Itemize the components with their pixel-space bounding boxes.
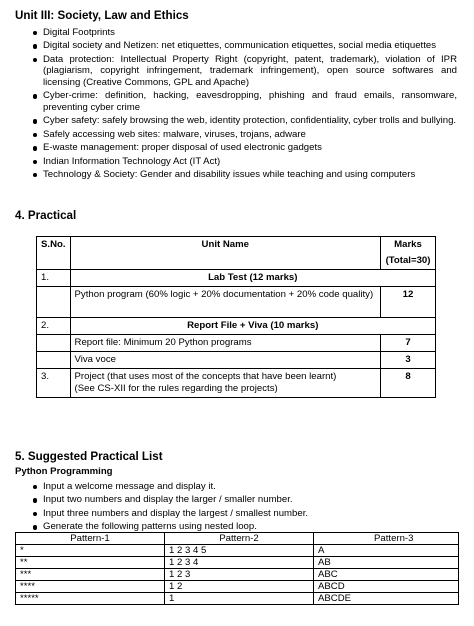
header-unit-name: Unit Name bbox=[70, 237, 380, 270]
suggested-program-list bbox=[15, 481, 457, 535]
suggested-heading: 5. Suggested Practical List bbox=[15, 450, 163, 463]
pattern-header: Pattern-3 bbox=[314, 533, 459, 545]
row-unit-name: Report File + Viva (10 marks) bbox=[70, 318, 435, 335]
list-item: Safely accessing web sites: malware, viruses, trojans, adware bbox=[15, 129, 457, 141]
row-marks: 3 bbox=[381, 352, 436, 369]
header-sno: S.No. bbox=[37, 237, 71, 270]
table-row bbox=[16, 569, 459, 581]
table-row bbox=[37, 369, 436, 398]
pattern-cell: 1 2 3 bbox=[165, 569, 314, 581]
list-item: Indian Information Technology Act (IT Act) bbox=[15, 156, 457, 168]
list-item: Data protection: Intellectual Property Right (copyright, patent, trademark), violation of IPR (plagiarism, copyright infringement, trademark infringement), open source softwares and licensing (Creative Commons, GPL and Apache) bbox=[15, 54, 457, 89]
row-sno: 1. bbox=[37, 270, 71, 287]
row-unit-name: Python program (60% logic + 20% documentation + 20% code quality) bbox=[70, 287, 380, 318]
row-sno: 2. bbox=[37, 318, 71, 335]
row-sno bbox=[37, 335, 71, 352]
pattern-cell: ** bbox=[16, 557, 165, 569]
pattern-cell: 1 2 3 4 bbox=[165, 557, 314, 569]
row-unit-name bbox=[70, 369, 380, 398]
table-row bbox=[16, 581, 459, 593]
table-row bbox=[37, 335, 436, 352]
table-row bbox=[16, 557, 459, 569]
row-unit-name: Viva voce bbox=[70, 352, 380, 369]
list-item: Technology & Society: Gender and disability issues while teaching and using computers bbox=[15, 169, 457, 181]
pattern-cell: 1 2 bbox=[165, 581, 314, 593]
pattern-cell: ABCDE bbox=[314, 593, 459, 605]
header-marks bbox=[381, 237, 436, 270]
list-item: E-waste management: proper disposal of used electronic gadgets bbox=[15, 142, 457, 154]
pattern-cell: ABCD bbox=[314, 581, 459, 593]
table-row bbox=[37, 318, 436, 335]
list-item: Generate the following patterns using nested loop. bbox=[15, 521, 457, 533]
patterns-table bbox=[15, 532, 459, 605]
pattern-cell: **** bbox=[16, 581, 165, 593]
list-item: Cyber-crime: definition, hacking, eavesdropping, phishing and fraud emails, ransomware, preventing cyber crime bbox=[15, 90, 457, 113]
pattern-cell: A bbox=[314, 545, 459, 557]
list-item: Input two numbers and display the larger / smaller number. bbox=[15, 494, 457, 506]
row-sno: 3. bbox=[37, 369, 71, 398]
table-header-row bbox=[37, 237, 436, 270]
pattern-cell: 1 2 3 4 5 bbox=[165, 545, 314, 557]
list-item: Digital Footprints bbox=[15, 27, 457, 39]
practical-marks-table bbox=[36, 236, 436, 398]
row-unit-line: Project (that uses most of the concepts that have been learnt) bbox=[74, 371, 337, 382]
row-unit-name: Lab Test (12 marks) bbox=[70, 270, 435, 287]
list-item: Digital society and Netizen: net etiquettes, communication etiquettes, social media etiquettes bbox=[15, 40, 457, 52]
pattern-cell: AB bbox=[314, 557, 459, 569]
pattern-cell: ABC bbox=[314, 569, 459, 581]
row-sno bbox=[37, 287, 71, 318]
row-unit-line: (See CS-XII for the rules regarding the projects) bbox=[74, 383, 278, 394]
pattern-cell: * bbox=[16, 545, 165, 557]
row-marks: 12 bbox=[381, 287, 436, 318]
pattern-header: Pattern-2 bbox=[165, 533, 314, 545]
pattern-cell: ***** bbox=[16, 593, 165, 605]
table-row bbox=[37, 287, 436, 318]
list-item: Input three numbers and display the largest / smallest number. bbox=[15, 508, 457, 520]
table-row bbox=[37, 352, 436, 369]
header-marks-total: (Total=30) bbox=[385, 255, 431, 266]
list-item: Input a welcome message and display it. bbox=[15, 481, 457, 493]
pattern-cell: *** bbox=[16, 569, 165, 581]
header-marks-label: Marks bbox=[394, 239, 422, 250]
table-row bbox=[16, 545, 459, 557]
table-header-row bbox=[16, 533, 459, 545]
practical-heading: 4. Practical bbox=[15, 209, 77, 222]
row-unit-name: Report file: Minimum 20 Python programs bbox=[70, 335, 380, 352]
unit3-heading: Unit III: Society, Law and Ethics bbox=[15, 9, 189, 22]
list-item: Cyber safety: safely browsing the web, identity protection, confidentiality, cyber trolls and bullying. bbox=[15, 115, 457, 127]
table-row bbox=[16, 593, 459, 605]
unit3-topic-list bbox=[15, 27, 457, 182]
pattern-header: Pattern-1 bbox=[16, 533, 165, 545]
table-row bbox=[37, 270, 436, 287]
suggested-subheading: Python Programming bbox=[15, 466, 113, 477]
row-marks: 7 bbox=[381, 335, 436, 352]
row-marks: 8 bbox=[381, 369, 436, 398]
row-sno bbox=[37, 352, 71, 369]
pattern-cell: 1 bbox=[165, 593, 314, 605]
